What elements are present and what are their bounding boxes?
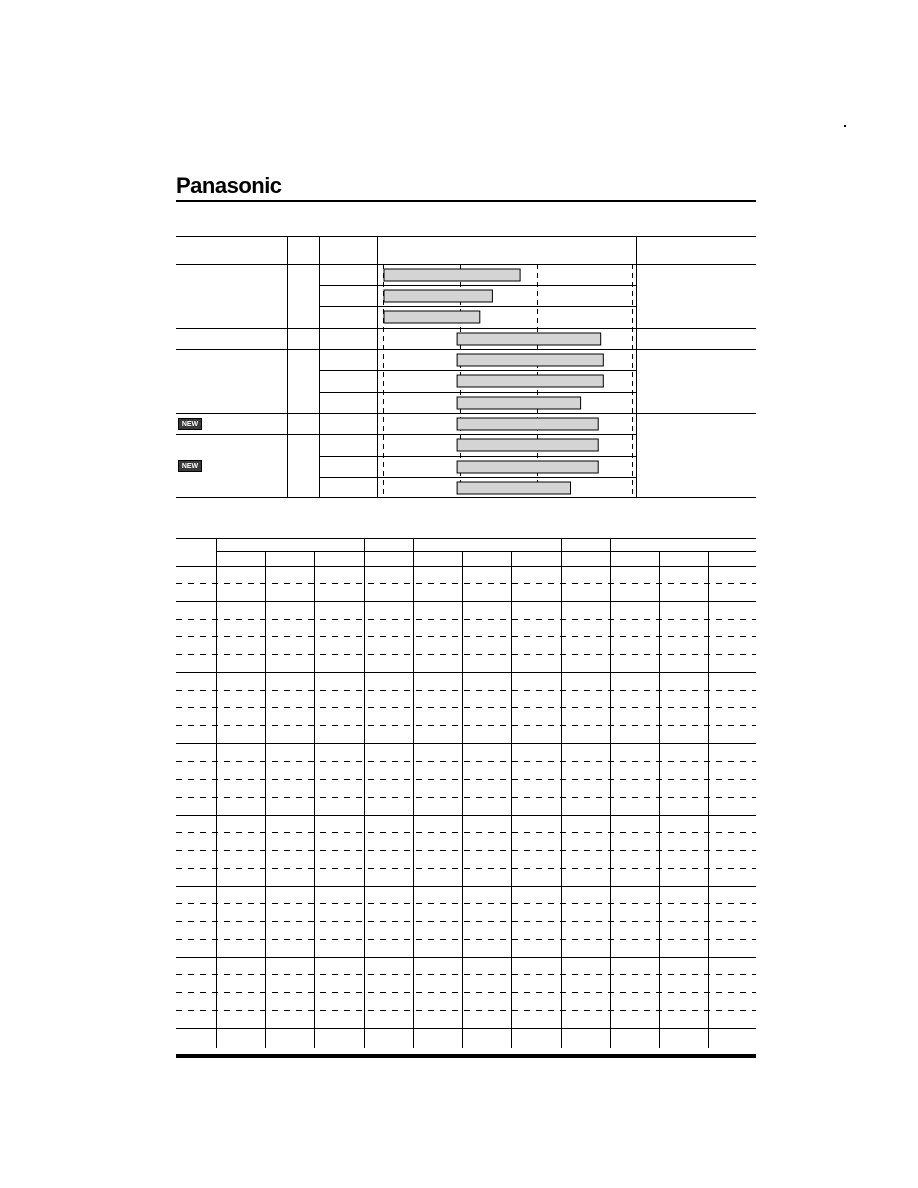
new-badge: NEW: [178, 460, 202, 472]
spec-grid-lines: [176, 538, 756, 1058]
footer-rule: [176, 1054, 756, 1058]
header-rule: [176, 200, 756, 202]
range-bar: [457, 439, 598, 451]
series-table-lines: [176, 236, 756, 498]
series-table: [176, 236, 756, 498]
spec-grid: [176, 538, 756, 1058]
range-bar: [457, 482, 570, 494]
speck: [844, 125, 846, 127]
range-bar: [384, 290, 492, 302]
range-bar: [457, 354, 603, 366]
range-bar: [384, 269, 520, 281]
range-bar: [457, 418, 598, 430]
brand-logo: Panasonic: [176, 173, 282, 198]
range-bar: [457, 397, 580, 409]
range-bar: [457, 375, 603, 387]
range-bar: [457, 333, 601, 345]
range-bars: [384, 269, 603, 494]
range-bar: [457, 461, 598, 473]
range-bar: [384, 311, 480, 323]
new-badge: NEW: [178, 418, 202, 430]
